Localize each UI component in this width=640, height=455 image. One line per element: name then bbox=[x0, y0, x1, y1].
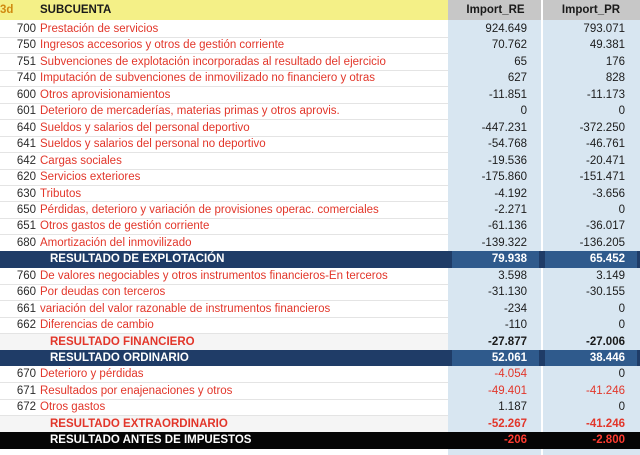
import-re-value: 924.649 bbox=[485, 23, 527, 35]
import-re-value: -110 bbox=[504, 319, 527, 332]
account-description: Resultados por enajenaciones y otros bbox=[40, 384, 233, 397]
account-description: Imputación de subvenciones de inmovilizado no financiero y otras bbox=[40, 72, 375, 85]
table-row bbox=[0, 366, 640, 382]
account-description: RESULTADO ORDINARIO bbox=[50, 352, 189, 364]
table-row bbox=[0, 301, 640, 317]
account-code: 651 bbox=[16, 220, 36, 233]
table-row bbox=[0, 70, 640, 86]
table-row bbox=[0, 268, 640, 284]
table-header bbox=[0, 0, 640, 20]
account-code: 740 bbox=[16, 72, 36, 85]
import-re-value: -175.860 bbox=[481, 171, 527, 184]
import-re-value: -206 bbox=[503, 434, 527, 447]
account-description: RESULTADO EXTRAORDINARIO bbox=[50, 417, 228, 430]
import-re-value: -4.192 bbox=[494, 187, 527, 200]
account-code: 630 bbox=[16, 187, 36, 200]
import-pr-value: 0 bbox=[618, 105, 625, 118]
import-pr-value: -151.471 bbox=[579, 171, 625, 184]
table-row bbox=[0, 21, 640, 37]
account-description: Deterioro de mercaderías, materias primas y otros aprovis. bbox=[40, 105, 340, 118]
account-description: Prestación de servicios bbox=[40, 23, 159, 35]
import-re-value: -27.877 bbox=[487, 335, 527, 348]
import-pr-value: 49.381 bbox=[589, 39, 625, 52]
account-code: 662 bbox=[16, 319, 36, 332]
table-row bbox=[0, 153, 640, 169]
import-re-value: 627 bbox=[507, 72, 527, 85]
import-pr-value: -2.800 bbox=[592, 434, 625, 447]
import-pr-value: 65.452 bbox=[545, 251, 637, 267]
account-description: Sueldos y salarios del personal no deportivo bbox=[40, 138, 266, 151]
import-pr-value: 176 bbox=[605, 55, 625, 68]
account-code bbox=[0, 350, 38, 366]
result-row bbox=[0, 350, 640, 366]
import-pr-value: 38.446 bbox=[545, 350, 637, 366]
account-description: De valores negociables y otros instrumentos financieros-En terceros bbox=[40, 269, 388, 282]
import-pr-value: -27.006 bbox=[585, 335, 625, 348]
import-pr-value: -3.656 bbox=[592, 187, 625, 200]
table-row bbox=[0, 399, 640, 415]
account-description: variación del valor razonable de instrumentos financieros bbox=[40, 302, 331, 315]
account-code: 650 bbox=[16, 203, 36, 216]
import-re-value: -234 bbox=[503, 302, 527, 315]
import-re-value: -447.231 bbox=[481, 121, 527, 134]
table-row bbox=[0, 54, 640, 70]
import-pr-value: 0 bbox=[618, 368, 625, 381]
table-row bbox=[0, 383, 640, 399]
table-row bbox=[0, 103, 640, 119]
table-row bbox=[0, 284, 640, 300]
import-pr-value: -30.155 bbox=[585, 286, 625, 299]
import-pr-value: -372.250 bbox=[579, 121, 625, 134]
account-code: 670 bbox=[16, 368, 36, 381]
import-pr-value: -46.761 bbox=[585, 138, 625, 151]
account-code: 751 bbox=[16, 55, 36, 68]
import-pr-value: 0 bbox=[618, 319, 625, 332]
import-pr-value: -20.471 bbox=[585, 154, 625, 167]
header-import-re: Import_RE bbox=[466, 4, 525, 16]
import-re-value: -31.130 bbox=[487, 286, 527, 299]
import-re-value: -49.401 bbox=[487, 384, 527, 397]
import-pr-value: 828 bbox=[605, 72, 625, 85]
account-code: 750 bbox=[16, 39, 36, 52]
import-re-value: 3.598 bbox=[498, 269, 527, 282]
import-re-value: -19.536 bbox=[487, 154, 527, 167]
account-description: RESULTADO DE EXPLOTACIÓN bbox=[50, 253, 225, 266]
import-pr-value: -36.017 bbox=[585, 220, 625, 233]
account-description: Subvenciones de explotación incorporadas al resultado del ejercicio bbox=[40, 55, 386, 68]
table-row bbox=[0, 317, 640, 333]
account-description: Servicios exteriores bbox=[40, 171, 141, 184]
import-re-value: 79.938 bbox=[452, 251, 539, 267]
import-re-value: 0 bbox=[520, 105, 527, 118]
header-code: 3d bbox=[0, 4, 14, 16]
account-code: 661 bbox=[16, 302, 36, 315]
account-description: RESULTADO FINANCIERO bbox=[50, 335, 195, 348]
account-code: 600 bbox=[16, 88, 36, 101]
result-row bbox=[0, 334, 640, 350]
account-description: Deterioro y pérdidas bbox=[40, 368, 144, 381]
account-description: Otros gastos bbox=[40, 401, 106, 414]
account-description: Pérdidas, deterioro y variación de provisiones operac. comerciales bbox=[40, 203, 379, 216]
table-row bbox=[0, 186, 640, 202]
import-pr-value: -41.246 bbox=[585, 417, 625, 430]
import-pr-value: 0 bbox=[618, 401, 625, 414]
account-code bbox=[0, 334, 38, 350]
import-re-value: -52.267 bbox=[487, 417, 527, 430]
account-description: Tributos bbox=[40, 187, 82, 200]
import-re-value: 52.061 bbox=[452, 350, 539, 366]
account-description: Amortización del inmovilizado bbox=[40, 236, 192, 249]
header-import-pr: Import_PR bbox=[561, 4, 621, 16]
import-re-value: -139.322 bbox=[481, 236, 527, 249]
table-row bbox=[0, 136, 640, 152]
account-code: 700 bbox=[16, 23, 36, 35]
import-re-value: -11.851 bbox=[488, 88, 527, 101]
account-description: Por deudas con terceros bbox=[40, 286, 166, 299]
import-re-value: -61.136 bbox=[487, 220, 527, 233]
account-description: Diferencias de cambio bbox=[40, 319, 154, 332]
account-code: 680 bbox=[16, 236, 36, 249]
table-row bbox=[0, 202, 640, 218]
import-re-value: -54.768 bbox=[487, 138, 527, 151]
result-row bbox=[0, 416, 640, 432]
account-code bbox=[0, 432, 38, 448]
account-code bbox=[0, 251, 38, 267]
account-description: Sueldos y salarios del personal deportivo bbox=[40, 121, 250, 134]
account-description: RESULTADO ANTES DE IMPUESTOS bbox=[50, 434, 252, 447]
import-pr-value: -136.205 bbox=[579, 236, 625, 249]
table-row bbox=[0, 169, 640, 185]
account-code: 672 bbox=[16, 401, 36, 414]
account-code: 640 bbox=[16, 121, 36, 134]
account-description: Ingresos accesorios y otros de gestión corriente bbox=[40, 39, 285, 52]
result-row-total bbox=[0, 432, 640, 448]
import-pr-value: 0 bbox=[618, 302, 625, 315]
account-code bbox=[0, 416, 38, 432]
account-code: 660 bbox=[16, 286, 36, 299]
account-description: Cargas sociales bbox=[40, 154, 122, 167]
import-pr-value: 793.071 bbox=[583, 23, 625, 35]
import-pr-value: 0 bbox=[618, 203, 625, 216]
account-code: 620 bbox=[16, 171, 36, 184]
account-description: Otros gastos de gestión corriente bbox=[40, 220, 210, 233]
import-re-value: 1.187 bbox=[498, 401, 527, 414]
account-description: Otros aprovisionamientos bbox=[40, 88, 171, 101]
table-row bbox=[0, 120, 640, 136]
account-code: 641 bbox=[16, 138, 36, 151]
import-re-value: 70.762 bbox=[491, 39, 527, 52]
table-row bbox=[0, 37, 640, 53]
account-code: 642 bbox=[16, 154, 36, 167]
table-row bbox=[0, 235, 640, 251]
account-code: 671 bbox=[16, 384, 36, 397]
import-re-value: 65 bbox=[514, 55, 527, 68]
import-pr-value: 3.149 bbox=[596, 269, 625, 282]
import-re-value: -4.054 bbox=[494, 368, 527, 381]
import-pr-value: -41.246 bbox=[585, 384, 625, 397]
result-row bbox=[0, 251, 640, 267]
account-code: 760 bbox=[16, 269, 36, 282]
import-re-value: -2.271 bbox=[494, 203, 527, 216]
import-pr-value: -11.173 bbox=[586, 88, 625, 101]
table-row bbox=[0, 87, 640, 103]
table-row bbox=[0, 218, 640, 234]
account-code: 601 bbox=[16, 105, 36, 118]
header-subcuenta: SUBCUENTA bbox=[40, 4, 112, 16]
